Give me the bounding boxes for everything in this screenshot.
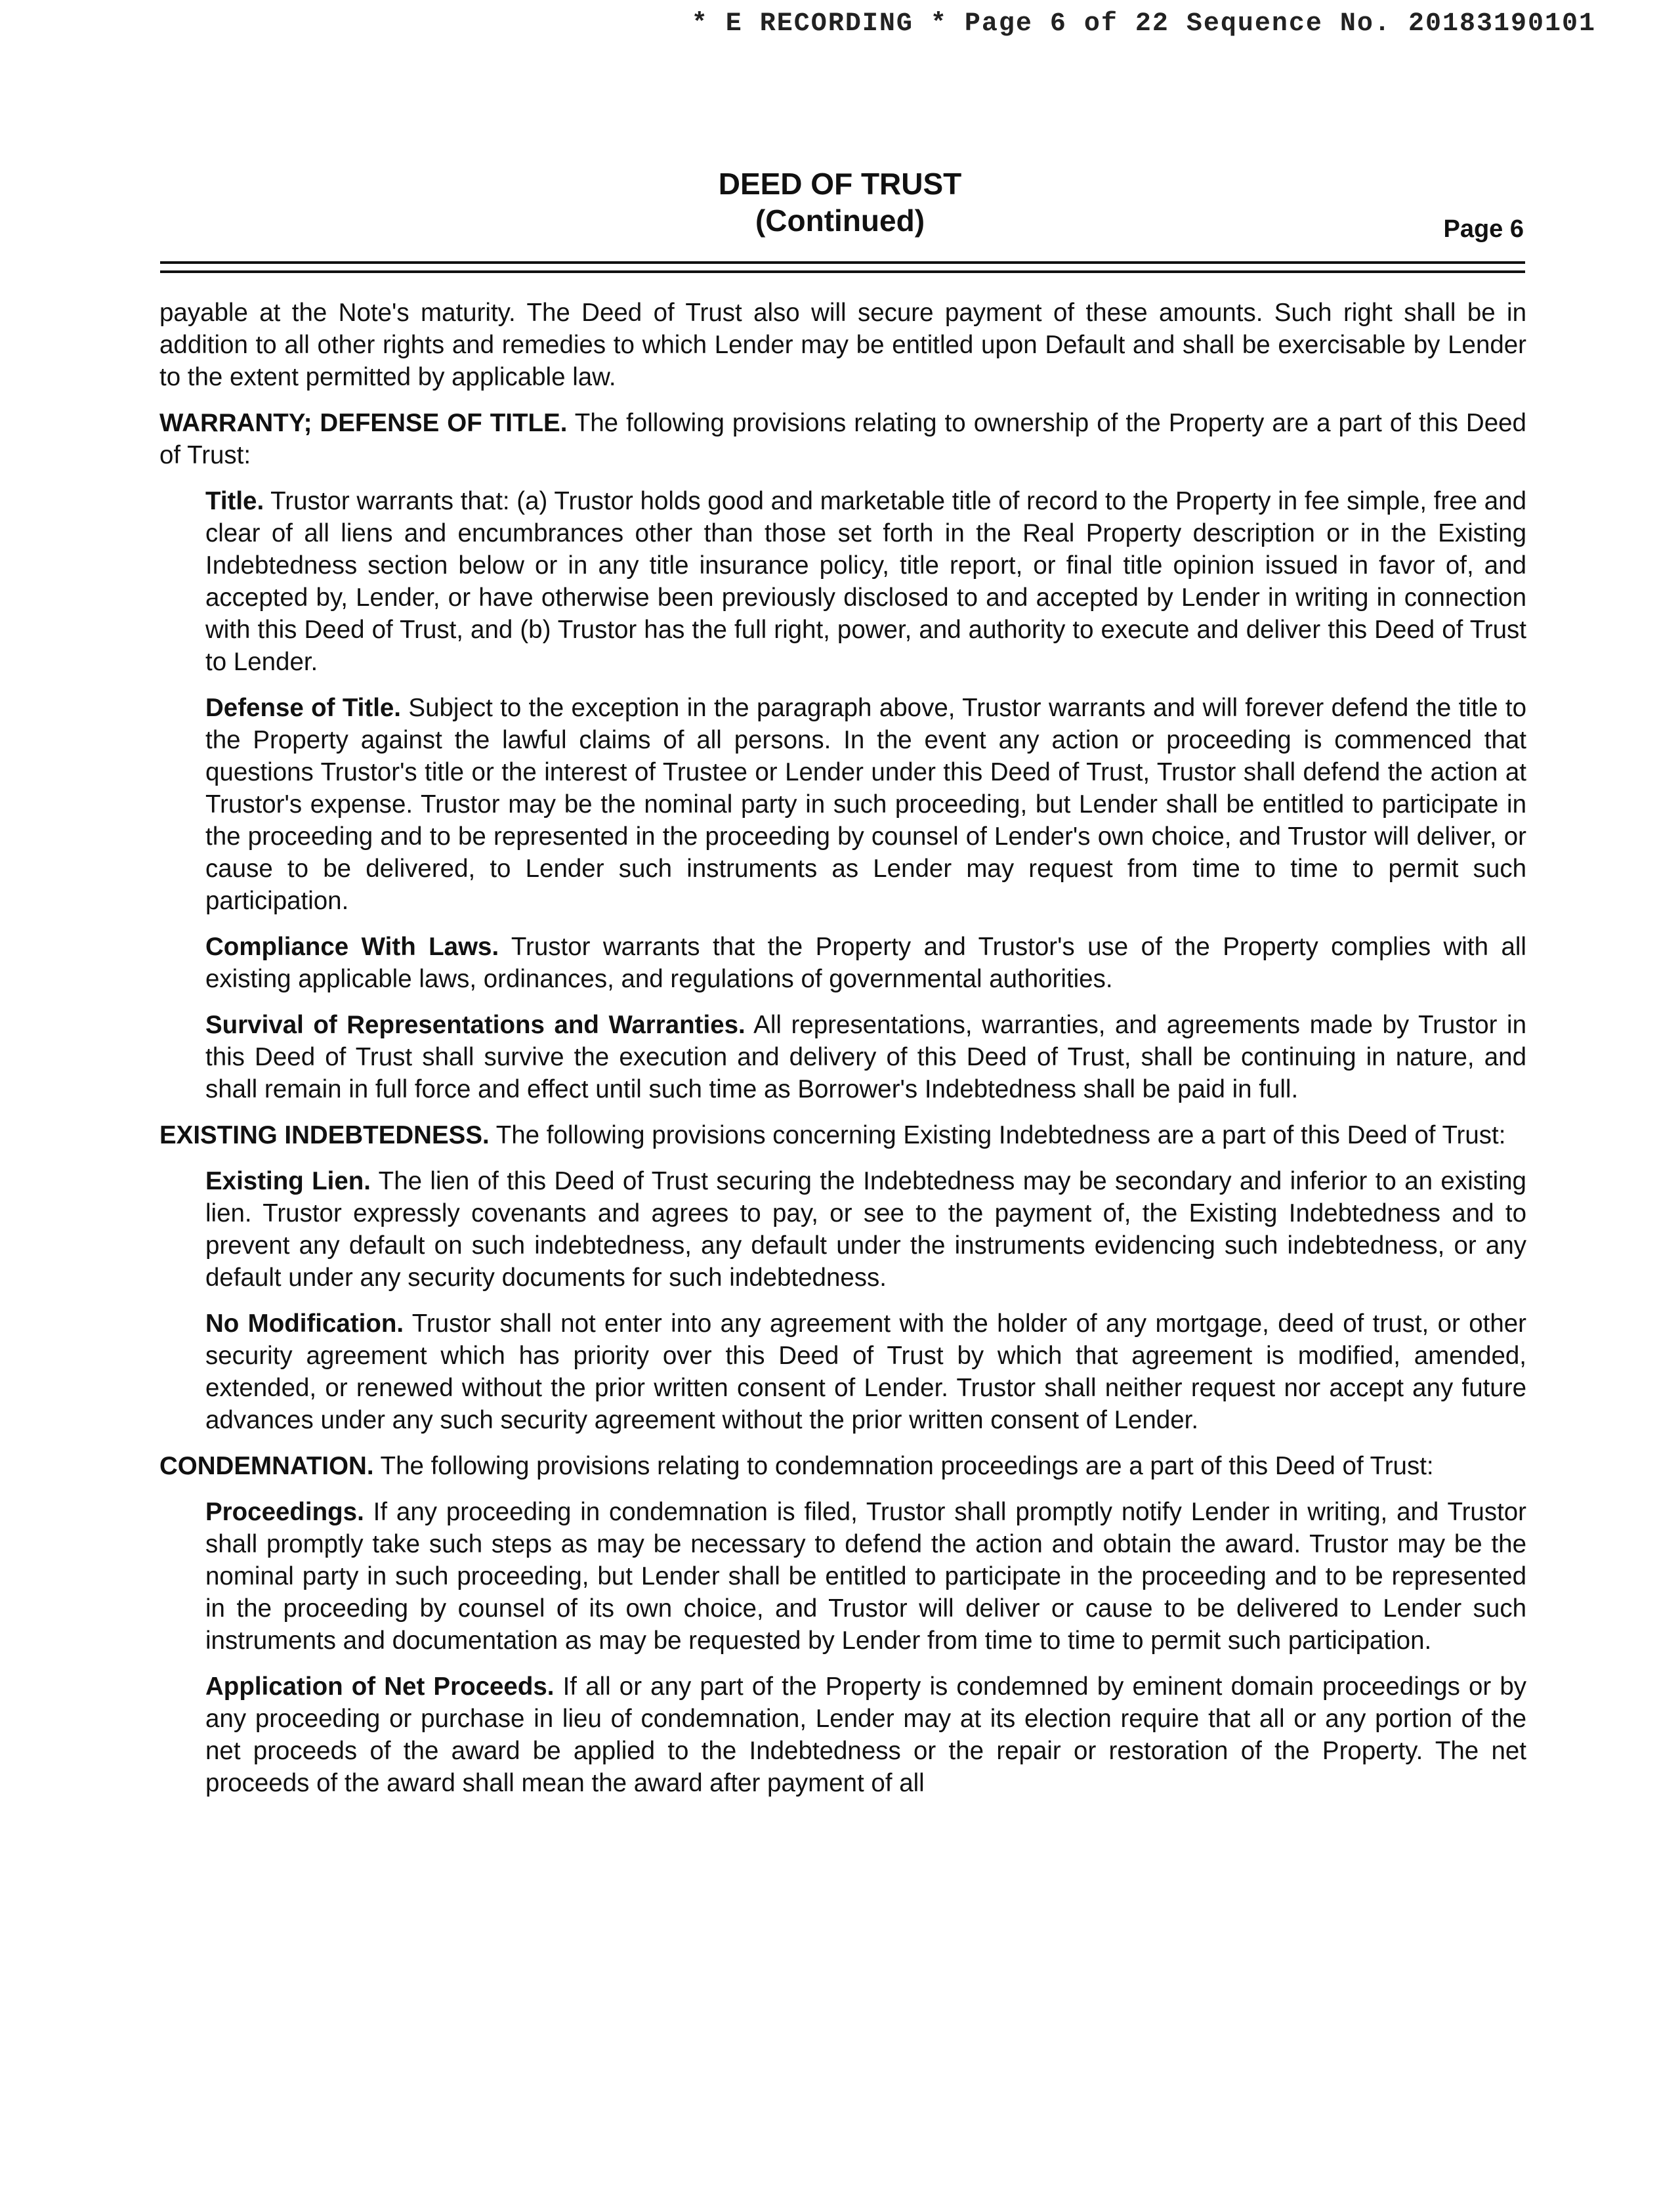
subsection-net-proceeds bbox=[205, 1671, 1526, 1799]
subsection-heading: No Modification. bbox=[205, 1310, 404, 1338]
section-text: The following provisions relating to ownership of the Property are a part of this Deed of Trust: bbox=[159, 409, 1526, 469]
subsection-text: Trustor shall not enter into any agreement with the holder of any mortgage, deed of trust, or other security agreement which has priority over this Deed of Trust by which that agreement is modified, amended, extended, or renewed without the prior written consent of Lender. Trustor shall neither request nor accept any future advances under any such security agreement without the prior written consent of Lender. bbox=[205, 1310, 1526, 1434]
subsection-heading: Title. bbox=[205, 487, 264, 515]
subsection-no-modification bbox=[205, 1308, 1526, 1436]
subsection-compliance bbox=[205, 931, 1526, 995]
document-title: DEED OF TRUST bbox=[718, 167, 962, 201]
subsection-text: The lien of this Deed of Trust securing the Indebtedness may be secondary and inferior to an existing lien. Trustor expressly covenants and agrees to pay, or see to the payment of, the Existing Indebtedness and to prevent any default on such indebtedness, any default under the instruments evidencing such indebtedness, or any default under any security documents for such indebtedness. bbox=[205, 1167, 1526, 1292]
section-warranty bbox=[159, 407, 1526, 471]
subsection-defense-of-title bbox=[205, 692, 1526, 917]
section-condemnation bbox=[159, 1450, 1526, 1482]
section-heading: WARRANTY; DEFENSE OF TITLE. bbox=[159, 409, 568, 437]
subsection-text: If all or any part of the Property is condemned by eminent domain proceedings or by any proceeding or purchase in lieu of condemnation, Lender may at its election require that all or any portion of the net proceeds of the award be applied to the Indebtedness or the repair or restoration of the Property. The net proceeds of the award shall mean the award after payment of all bbox=[205, 1673, 1526, 1797]
document-body bbox=[159, 297, 1526, 1813]
section-existing-indebtedness bbox=[159, 1119, 1526, 1151]
subsection-heading: Application of Net Proceeds. bbox=[205, 1673, 555, 1701]
subsection-text: If any proceeding in condemnation is filed, Trustor shall promptly notify Lender in writing, and Trustor shall promptly take such steps as may be necessary to defend the action and obtain the award. Trustor may be the nominal party in such proceeding, but Lender shall be entitled to participate in the proceeding and to be represented in the proceeding by counsel of its own choice, and Trustor will deliver or cause to be delivered to Lender such instruments and documentation as may be requested by Lender from time to time to permit such participation. bbox=[205, 1498, 1526, 1655]
subsection-survival bbox=[205, 1009, 1526, 1105]
subsection-heading: Compliance With Laws. bbox=[205, 933, 499, 961]
subsection-text: Subject to the exception in the paragraph above, Trustor warrants and will forever defend the title to the Property against the lawful claims of all persons. In the event any action or proceeding is commenced that questions Trustor's title or the interest of Trustee or Lender under this Deed of Trust, Trustor shall defend the action at Trustor's expense. Trustor may be the nominal party in such proceeding, but Lender shall be entitled to participate in the proceeding and to be represented in the proceeding by counsel of Lender's own choice, and Trustor will deliver, or cause to be delivered, to Lender such instruments as Lender may request from time to time to permit such participation. bbox=[205, 694, 1526, 915]
subsection-heading: Defense of Title. bbox=[205, 694, 402, 722]
header-rule-bottom bbox=[160, 270, 1525, 273]
subsection-title bbox=[205, 485, 1526, 678]
subsection-text: Trustor warrants that the Property and Trustor's use of the Property complies with all existing applicable laws, ordinances, and regulations of governmental authorities. bbox=[205, 933, 1526, 993]
document-subtitle: (Continued) bbox=[755, 203, 925, 238]
continued-paragraph bbox=[159, 297, 1526, 393]
subsection-heading: Survival of Representations and Warranties. bbox=[205, 1011, 746, 1039]
subsection-heading: Existing Lien. bbox=[205, 1167, 371, 1195]
page-number: Page 6 bbox=[1443, 215, 1524, 243]
recording-header: * E RECORDING * Page 6 of 22 Sequence No. 20183190101 bbox=[691, 9, 1596, 39]
section-text: The following provisions concerning Existing Indebtedness are a part of this Deed of Trust: bbox=[495, 1121, 1506, 1149]
section-text: The following provisions relating to condemnation proceedings are a part of this Deed of Trust: bbox=[380, 1452, 1434, 1480]
section-heading: CONDEMNATION. bbox=[159, 1452, 374, 1480]
header-rule-top bbox=[160, 261, 1525, 264]
subsection-proceedings bbox=[205, 1496, 1526, 1657]
subsection-text: All representations, warranties, and agreements made by Trustor in this Deed of Trust shall survive the execution and delivery of this Deed of Trust, shall be continuing in nature, and shall remain in full force and effect until such time as Borrower's Indebtedness shall be paid in full. bbox=[205, 1011, 1527, 1103]
subsection-existing-lien bbox=[205, 1165, 1526, 1294]
section-heading: EXISTING INDEBTEDNESS. bbox=[159, 1121, 490, 1149]
subsection-text: Trustor warrants that: (a) Trustor holds good and marketable title of record to the Property in fee simple, free and clear of all liens and encumbrances other than those set forth in the Real Property description or in the Existing Indebtedness section below or in any title insurance policy, title report, or final title opinion issued in favor of, and accepted by, Lender, or have otherwise been previously disclosed to and accepted by Lender in writing in connection with this Deed of Trust, and (b) Trustor has the full right, power, and authority to execute and deliver this Deed of Trust to Lender. bbox=[205, 487, 1526, 676]
subsection-heading: Proceedings. bbox=[205, 1498, 364, 1526]
document-header bbox=[0, 165, 1680, 239]
paragraph-text: payable at the Note's maturity. The Deed of Trust also will secure payment of these amounts. Such right shall be in addition to all other rights and remedies to which Lender may be entitled upon Default and shall be exercisable by Lender to the extent permitted by applicable law. bbox=[159, 299, 1526, 391]
